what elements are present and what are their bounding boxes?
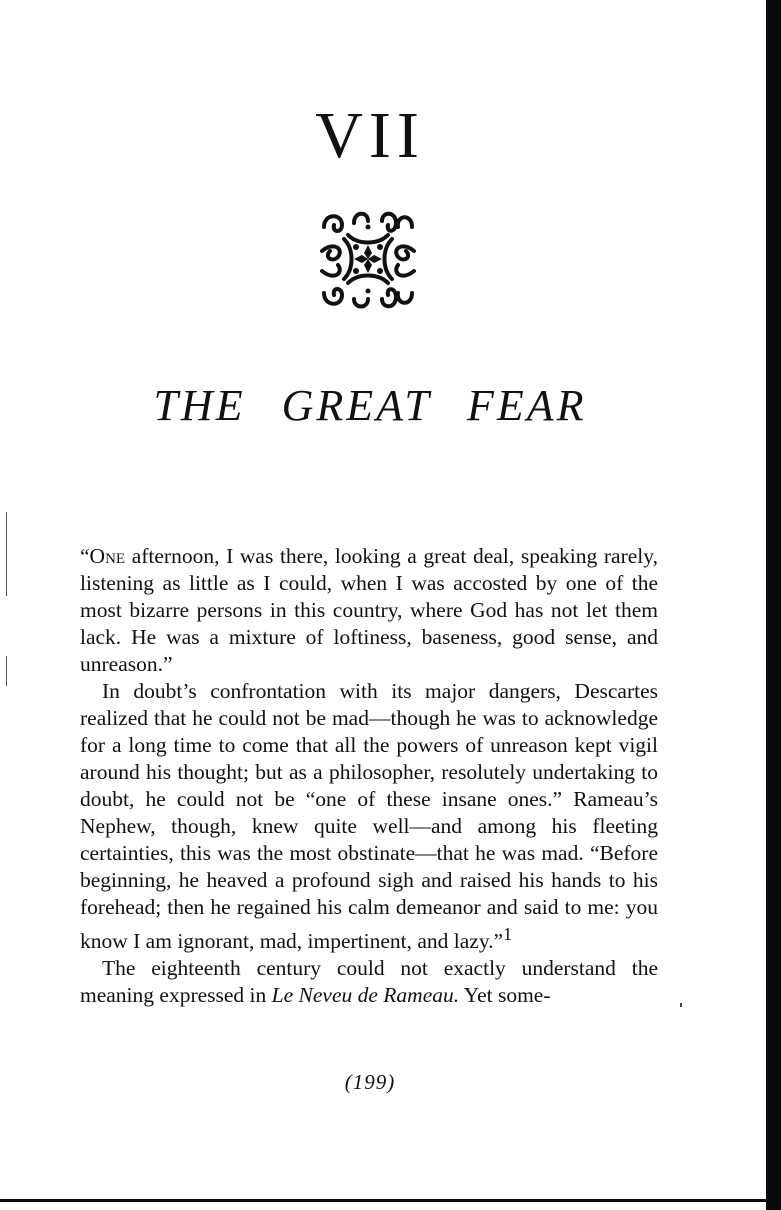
scan-mark [6, 512, 7, 596]
body-text [80, 543, 658, 1009]
paragraph-2-text: In doubt’s confrontation with its major dangers, Descartes realized that he could not be mad—though he was to acknowledge for a long time to come that all the powers of unreason kept vigil around his thought; but as a philosopher, resolutely undertaking to doubt, he could not be “one of these insane ones.” Rameau’s Nephew, though, knew quite well—and among his fleeting certainties, this was the most obstinate—that he was mad. “Before beginning, he heaved a profound sigh and raised his hands to his forehead; then he regained his calm demeanor and said to me: you know I am ignorant, mad, impertinent, and lazy.” [80, 679, 658, 954]
chapter-number: VII [315, 99, 425, 172]
paragraph-1-text: afternoon, I was there, looking a great deal, speaking rarely, listening as little as I could, when I was accosted by one of the most bizarre persons in this country, where God has not let them lack. He was a mixture of loftiness, baseness, good sense, and unreason.” [80, 544, 658, 676]
scan-edge-bottom [0, 1199, 770, 1202]
floral-ornament-icon [314, 205, 422, 313]
scan-speck [680, 1003, 682, 1007]
page-number: (199) [344, 1070, 396, 1094]
chapter-title: THE GREAT FEAR [153, 381, 587, 430]
paragraph-1-lead: “One [80, 544, 126, 568]
paragraph-2 [80, 678, 658, 955]
scan-edge-right [766, 0, 781, 1210]
paragraph-3-text-start: The eighteenth century could not exactly understand the meaning expressed in [80, 956, 658, 1008]
paragraph-3-text-end: Yet some- [459, 983, 551, 1008]
book-title-italic: Le Neveu de Rameau. [271, 983, 460, 1008]
scan-mark [6, 656, 7, 686]
footnote-reference: 1 [503, 924, 513, 944]
paragraph-1 [80, 543, 658, 678]
paragraph-3 [80, 955, 658, 1009]
